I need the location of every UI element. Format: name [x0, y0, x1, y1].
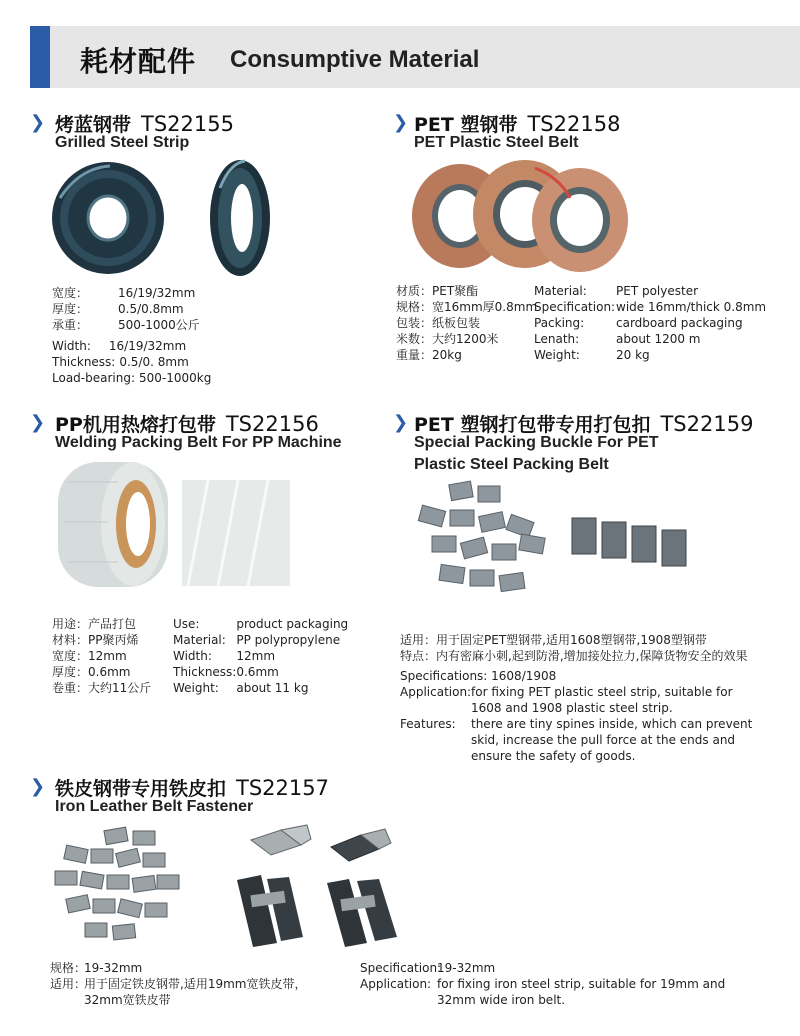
spec-value: 20 kg	[616, 348, 650, 362]
spec-key: Packing:	[534, 316, 585, 330]
spec-value: 宽16mm厚0.8mm	[432, 300, 538, 314]
chevron-right-icon: ❯	[393, 112, 409, 133]
header-title-en: Consumptive Material	[230, 46, 480, 73]
spec-value: PP聚丙烯	[88, 633, 139, 647]
spec-line	[52, 338, 211, 354]
desc-key: Specification:	[360, 961, 442, 975]
buckle-desc-cn	[400, 632, 747, 664]
desc-value: 19-32mm	[437, 961, 496, 975]
spec-key: 规格：	[396, 300, 433, 314]
product-ts22155	[30, 112, 45, 133]
desc-line: 特点：内有密麻小刺,起到防滑,增加接处拉力,保障货物安全的效果	[400, 649, 748, 663]
header-title-cn: 耗材配件	[80, 45, 197, 78]
desc-key: Application:	[360, 977, 432, 991]
desc-line: 适用：用于固定PET塑钢带,适用1608塑钢带,1908塑钢带	[400, 633, 707, 647]
fastener-desc-en	[360, 960, 725, 1008]
desc-line: 32mm宽铁皮带	[84, 993, 171, 1007]
product-code: TS22157	[236, 776, 329, 800]
spec-value: 0.5/0.8mm	[118, 302, 184, 316]
product-title	[55, 110, 234, 137]
product-ts22158	[393, 112, 408, 133]
chevron-right-icon: ❯	[30, 412, 46, 433]
spec-table-cn	[52, 616, 151, 696]
product-title	[414, 110, 620, 137]
desc-value: 用于固定铁皮钢带,适用19mm宽铁皮带，	[84, 977, 307, 991]
spec-value: 500-1000kg	[139, 371, 212, 385]
spec-value: PP polypropylene	[236, 633, 341, 647]
product-code: TS22155	[141, 112, 234, 136]
desc-line	[400, 684, 752, 700]
product-title	[414, 410, 753, 437]
spec-value: about 11 kg	[236, 681, 309, 695]
spec-value: cardboard packaging	[616, 316, 743, 330]
buckle-desc-en	[400, 668, 752, 764]
spec-key: 宽度：	[52, 286, 89, 300]
spec-key: 厚度：	[52, 302, 89, 316]
desc-value: for fixing iron steel strip, suitable for 19mm and	[437, 977, 726, 991]
spec-key: Width:	[52, 339, 91, 353]
spec-table-en	[534, 283, 766, 363]
steel-strip-coils-image	[50, 158, 280, 278]
product-code: TS22156	[225, 412, 319, 436]
spec-value: 12mm	[236, 649, 276, 663]
spec-key: Weight:	[534, 348, 580, 362]
desc-key: 适用：	[50, 977, 87, 991]
desc-value: there are tiny spines inside, which can prevent	[471, 717, 753, 731]
product-ts22159	[393, 412, 408, 433]
desc-line: 1608 and 1908 plastic steel strip.	[471, 701, 673, 715]
product-ts22156	[30, 412, 45, 433]
product-code: TS22158	[527, 112, 621, 136]
spec-key: Thickness:	[173, 665, 237, 679]
packing-buckles-image	[410, 478, 690, 608]
spec-key: Specification:	[534, 300, 616, 314]
spec-value: product packaging	[236, 617, 349, 631]
spec-value: 大约11公斤	[88, 681, 152, 695]
spec-value: 纸板包装	[432, 316, 481, 330]
spec-key: 米数：	[396, 332, 433, 346]
desc-key: Features:	[400, 717, 456, 731]
product-title	[55, 774, 329, 801]
spec-value: 0.5/0. 8mm	[119, 355, 189, 369]
spec-key: Use:	[173, 617, 200, 631]
desc-value: 19-32mm	[84, 961, 143, 975]
product-subtitle: PET Plastic Steel Belt	[414, 134, 579, 151]
chevron-right-icon: ❯	[393, 412, 409, 433]
spec-key: Material:	[173, 633, 226, 647]
product-title-cn: PET 塑钢打包带专用打包扣	[414, 414, 651, 436]
product-title-cn: 烤蓝钢带	[55, 114, 132, 136]
desc-key: 规格：	[50, 961, 87, 975]
spec-list-en	[52, 338, 211, 386]
spec-value: wide 16mm/thick 0.8mm	[616, 300, 767, 314]
desc-line: skid, increase the pull force at the ends and	[471, 733, 736, 747]
desc-line	[360, 976, 725, 992]
spec-value: 0.6mm	[236, 665, 279, 679]
spec-key: 材料：	[52, 633, 89, 647]
chevron-right-icon: ❯	[30, 776, 46, 797]
pet-belt-rolls-image	[410, 158, 630, 278]
spec-key: 用途：	[52, 617, 89, 631]
spec-key: Material:	[534, 284, 587, 298]
product-title-cn: 铁皮钢带专用铁皮扣	[55, 778, 227, 800]
pp-belt-roll-image	[58, 462, 298, 592]
desc-line	[50, 960, 306, 976]
product-title	[55, 410, 319, 437]
spec-value: PET聚酯	[432, 284, 479, 298]
desc-line	[400, 716, 752, 732]
spec-value: 产品打包	[88, 617, 137, 631]
spec-value: 500-1000公斤	[118, 318, 200, 332]
spec-key: Thickness:	[52, 355, 116, 369]
spec-key: Lenath:	[534, 332, 580, 346]
chevron-right-icon: ❯	[30, 112, 46, 133]
spec-value: 12mm	[88, 649, 127, 663]
spec-key: Width:	[173, 649, 212, 663]
product-ts22157	[30, 776, 45, 797]
spec-key: 包装：	[396, 316, 433, 330]
desc-line	[360, 960, 725, 976]
product-subtitle: Iron Leather Belt Fastener	[55, 798, 254, 815]
spec-line	[52, 370, 211, 386]
spec-key: Load-bearing:	[52, 371, 136, 385]
product-subtitle: Special Packing Buckle For PET	[414, 434, 659, 451]
product-subtitle: Grilled Steel Strip	[55, 134, 190, 151]
spec-key: 重量：	[396, 348, 433, 362]
product-subtitle-line2: Plastic Steel Packing Belt	[414, 456, 609, 473]
product-subtitle: Welding Packing Belt For PP Machine	[55, 434, 342, 451]
header-accent-block	[30, 26, 50, 88]
spec-key: 材质：	[396, 284, 433, 298]
product-code: TS22159	[660, 412, 754, 436]
spec-key: 承重：	[52, 318, 89, 332]
desc-line: 32mm wide iron belt.	[437, 993, 566, 1007]
spec-value: 20kg	[432, 348, 462, 362]
desc-line: Specifications: 1608/1908	[400, 669, 557, 683]
desc-value: for fixing PET plastic steel strip, suitable for	[471, 685, 733, 699]
spec-key: 宽度：	[52, 649, 89, 663]
spec-value: PET polyester	[616, 284, 699, 298]
iron-fasteners-image	[45, 825, 405, 950]
spec-line	[52, 354, 211, 370]
spec-table-cn	[52, 285, 200, 333]
desc-line: ensure the safety of goods.	[471, 749, 636, 763]
spec-value: 0.6mm	[88, 665, 131, 679]
spec-table-cn	[396, 283, 537, 363]
desc-line	[50, 976, 306, 992]
product-title-cn: PET 塑钢带	[414, 114, 518, 136]
fastener-desc-cn	[50, 960, 306, 1008]
desc-key: Application:	[400, 685, 472, 699]
spec-value: 大约1200米	[432, 332, 499, 346]
spec-key: 卷重：	[52, 681, 89, 695]
spec-key: Weight:	[173, 681, 219, 695]
spec-table-en	[173, 616, 348, 696]
spec-value: 16/19/32mm	[108, 339, 187, 353]
spec-key: 厚度：	[52, 665, 89, 679]
spec-value: about 1200 m	[616, 332, 701, 346]
product-title-cn: PP机用热熔打包带	[55, 414, 216, 436]
spec-value: 16/19/32mm	[118, 286, 196, 300]
